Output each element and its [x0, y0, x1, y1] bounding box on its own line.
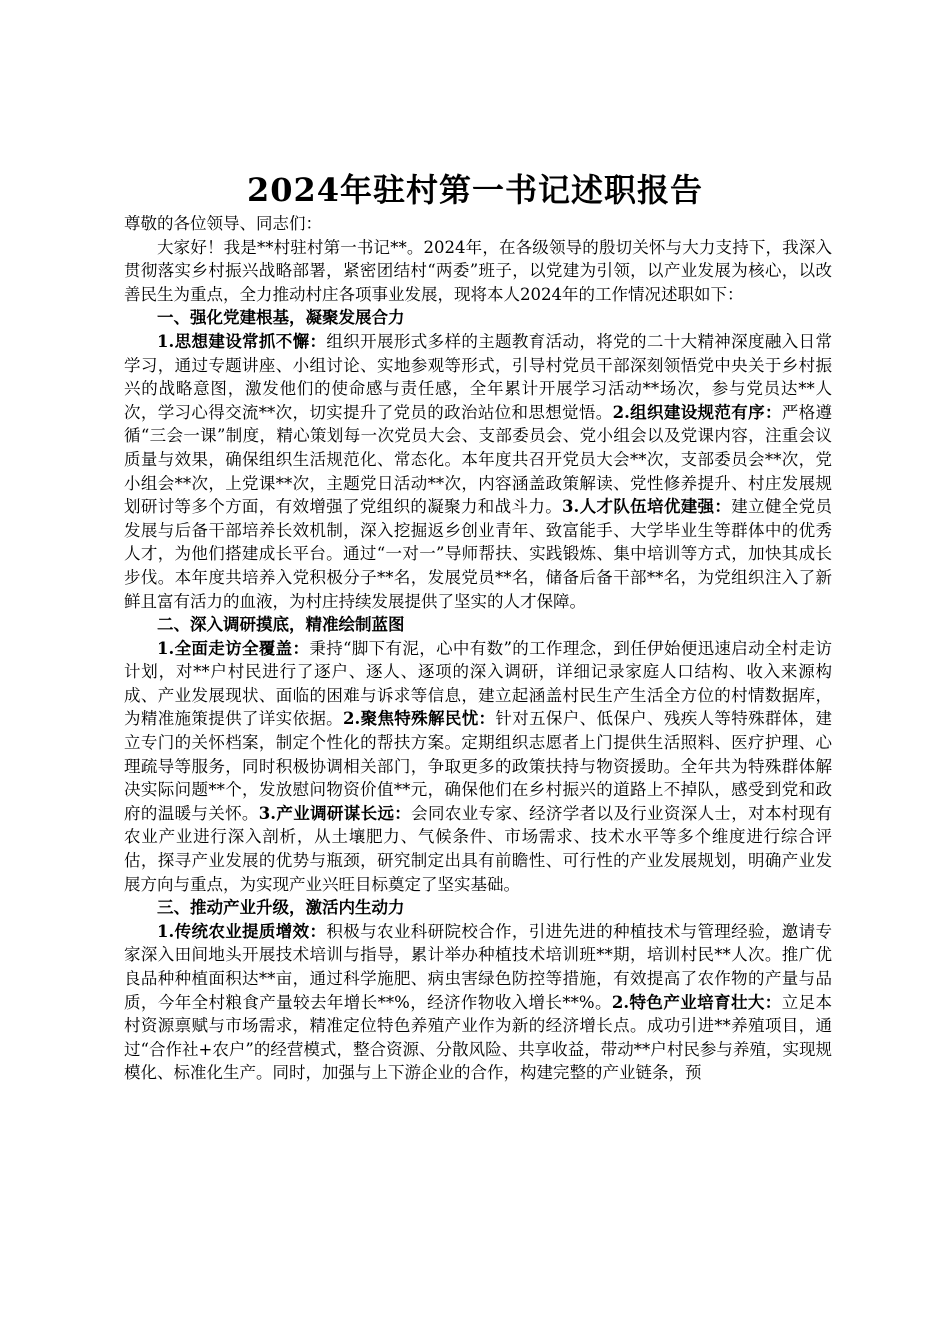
section-heading-3: 三、推动产业升级，激活内生动力 [157, 898, 405, 918]
item-label: 2.特色产业培育壮大： [611, 992, 782, 1012]
item-text: 严格遵循“三会一课”制度，精心策划每一次党员大会、支部委员会、党小组会以及党课内容，注重会议质量与效果，确保组织生活规范化、常态化。本年度共召开党员大会**次，支部委员会**次，党小组会**次，上党课**次，主题党日活动**次，内容涵盖政策解读、党性修养提升、村庄发展规划研讨等多个方面，有效增强了党组织的凝聚力和战斗力。 [124, 402, 833, 517]
item-label: 1.传统农业提质增效： [157, 921, 327, 941]
section-paragraph-2 [124, 637, 832, 897]
item-label: 2.聚焦特殊解民忧： [343, 709, 496, 729]
intro-paragraph: 大家好！我是**村驻村第一书记**。2024年，在各级领导的殷切关怀与大力支持下，我深入贯彻落实乡村振兴战略部署，紧密团结村“两委”班子，以党建为引领，以产业发展为核心，以改善民生为重点，全力推动村庄各项事业发展，现将本人2024年的工作情况述职如下： [124, 237, 832, 304]
item-text: 建立健全党员发展与后备干部培养长效机制，深入挖掘返乡创业青年、致富能手、大学毕业生等群体中的优秀人才，为他们搭建成长平台。通过“一对一”导师帮扶、实践锻炼、集中培训等方式，加快其成长步伐。本年度共培养入党积极分子**名，发展党员**名，储备后备干部**名，为党组织注入了新鲜且富有活力的血液，为村庄持续发展提供了坚实的人才保障。 [124, 497, 833, 611]
document-body [124, 212, 832, 1085]
item-text: 积极与农业科研院校合作，引进先进的种植技术与管理经验，邀请专家深入田间地头开展技术培训与指导，累计举办种植技术培训班**期，培训村民**人次。推广优良品种种植面积达**亩，通过科学施肥、病虫害绿色防控等措施，有效提高了农作物的产量与品质，今年全村粮食产量较去年增长**%，经济作物收入增长**%。 [124, 921, 832, 1012]
section-heading-1: 一、强化党建根基，凝聚发展合力 [157, 308, 405, 328]
item-label: 3.产业调研谋长远： [258, 803, 412, 823]
item-label: 2.组织建设规范有序： [612, 402, 782, 422]
section-paragraph-1 [124, 330, 832, 613]
item-label: 3.人才队伍培优建强： [562, 497, 732, 517]
item-text: 会同农业专家、经济学者以及行业资深人士，对本村现有农业产业进行深入剖析，从土壤肥力、气候条件、市场需求、技术水平等多个维度进行综合评估，探寻产业发展的优势与瓶颈，研究制定出具有前瞻性、可行性的产业发展规划，明确产业发展方向与重点，为实现产业兴旺目标奠定了坚实基础。 [124, 803, 833, 894]
item-text: 针对五保户、低保户、残疾人等特殊群体，建立专门的关怀档案，制定个性化的帮扶方案。定期组织志愿者上门提供生活照料、医疗护理、心理疏导等服务，同时积极协调相关部门，争取更多的政策扶持与物资援助。全年共为特殊群体解决实际问题**个，发放慰问物资价值**元，确保他们在乡村振兴的道路上不掉队，感受到党和政府的温暖与关怀。 [124, 709, 833, 823]
section-heading-2: 二、深入调研摸底，精准绘制蓝图 [157, 615, 405, 635]
salutation: 尊敬的各位领导、同志们： [124, 214, 322, 233]
document-title: 2024年驻村第一书记述职报告 [246, 171, 704, 209]
item-text: 组织开展形式多样的主题教育活动，将党的二十大精神深度融入日常学习，通过专题讲座、小组讨论、实地参观等形式，引导村党员干部深刻领悟党中央关于乡村振兴的战略意图，激发他们的使命感与责任感，全年累计开展学习活动**场次，参与党员达**人次，学习心得交流**次，切实提升了党员的政治站位和思想觉悟。 [124, 331, 832, 422]
section-paragraph-3 [124, 920, 832, 1085]
item-label: 1.思想建设常抓不懈： [157, 331, 327, 351]
item-text: 秉持“脚下有泥，心中有数”的工作理念，到任伊始便迅速启动全村走访计划，对**户村民进行了逐户、逐人、逐项的深入调研，详细记录家庭人口结构、收入来源构成、产业发展现状、面临的困难与诉求等信息，建立起涵盖村民生产生活全方位的村情数据库，为精准施策提供了详实依据。 [124, 638, 832, 729]
item-label: 1.全面走访全覆盖： [157, 638, 310, 658]
item-text: 立足本村资源禀赋与市场需求，精准定位特色养殖产业作为新的经济增长点。成功引进**养殖项目，通过“合作社+农户”的经营模式，整合资源、分散风险、共享收益，带动**户村民参与养殖，实现规模化、标准化生产。同时，加强与上下游企业的合作，构建完整的产业链条，预 [124, 992, 833, 1083]
